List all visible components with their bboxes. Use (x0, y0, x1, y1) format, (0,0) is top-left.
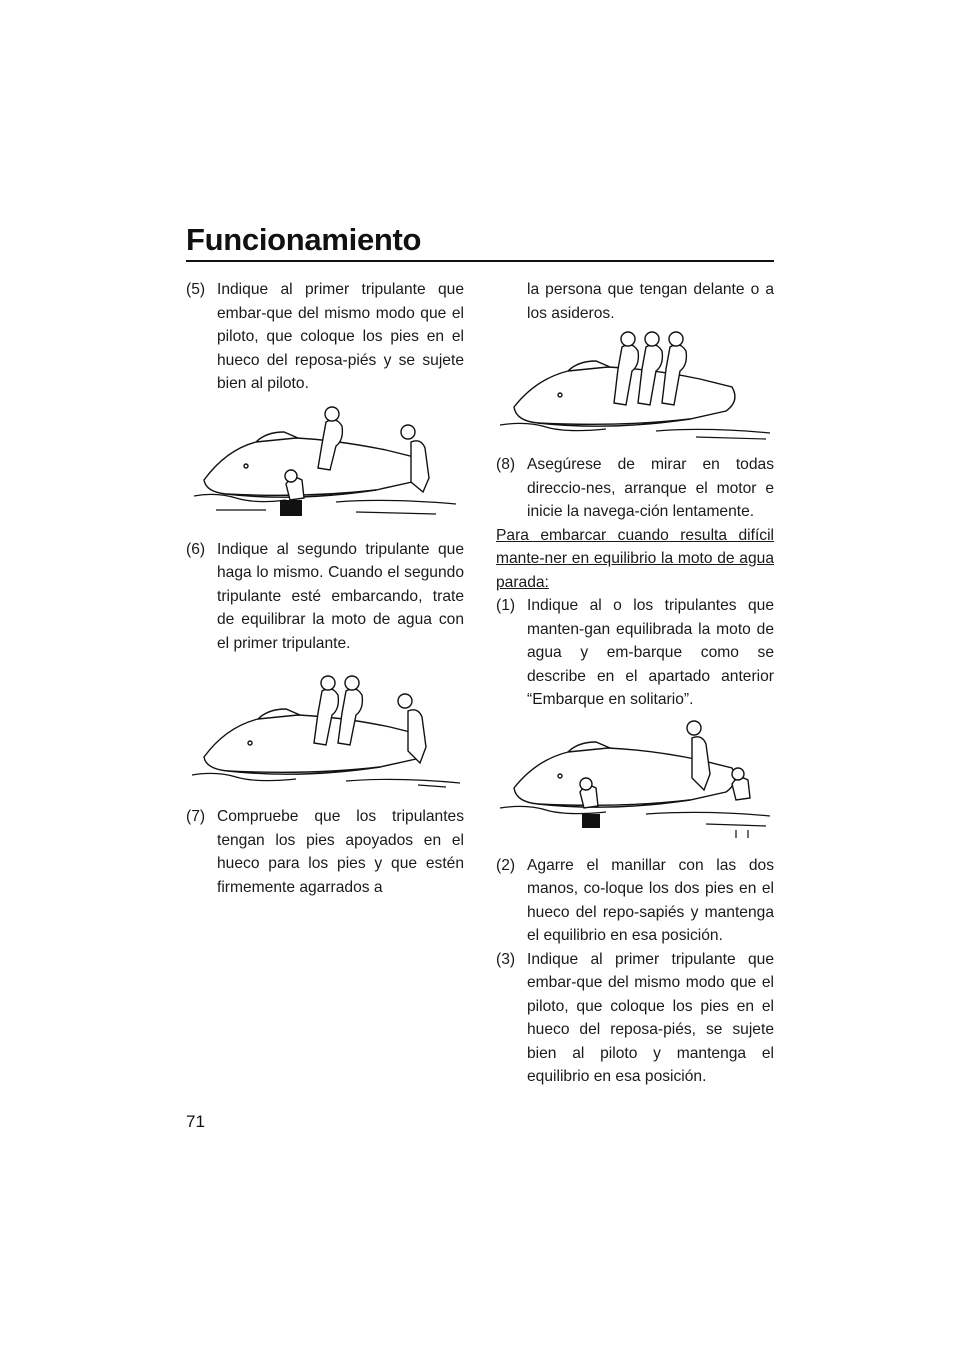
step-text: Compruebe que los tripulantes tengan los pies apoyados en el hueco para los pies y que estén firmemente agarrados a (217, 808, 464, 896)
step-number: (5) (186, 281, 206, 298)
step-7 (186, 805, 464, 899)
left-column (186, 278, 464, 899)
right-column (496, 278, 774, 1089)
sub-step-1 (496, 594, 774, 712)
illustration-three-riders-seated (496, 331, 774, 445)
page-title: Funcionamiento (186, 222, 422, 257)
subheading-unstable-boarding: Para embarcar cuando resulta difícil mante-ner en equilibrio la moto de agua parada: (496, 526, 774, 591)
step-number: (6) (186, 540, 206, 558)
illustration-boarding-first-passenger (186, 402, 464, 530)
step-text: Indique al primer tripulante que embar-que del mismo modo que el piloto, que coloque los pies en el hueco del reposa-piés, se sujete bien al piloto y mantenga el equilibrio en esa posición. (527, 950, 774, 1085)
step-number: (2) (496, 856, 516, 874)
step-text: Agarre el manillar con las dos manos, co-loque los dos pies en el hueco del repo-sapiés y mantenga el equilibrio en esa posición. (527, 856, 774, 944)
header-rule (186, 260, 774, 262)
step-5 (186, 278, 464, 396)
step-text: Indique al segundo tripulante que haga lo mismo. Cuando el segundo tripulante esté embarcando, trate de equilibrar la moto de agua con el primer tripulante. (217, 540, 464, 652)
page-number: 71 (186, 1112, 205, 1131)
step-7-continuation: la persona que tengan delante o a los asideros. (527, 281, 774, 322)
step-6 (186, 538, 464, 656)
step-text: Asegúrese de mirar en todas direccio-nes, arranque el motor e inicie la navega-ción lentamente. (527, 456, 774, 520)
step-text: Indique al primer tripulante que embar-que del mismo modo que el piloto, que coloque los pies en el hueco del reposa-piés y se sujete bien al piloto. (217, 281, 464, 392)
step-number: (8) (496, 456, 516, 473)
step-number: (7) (186, 808, 206, 825)
step-8 (496, 453, 774, 524)
step-text: Indique al o los tripulantes que manten-gan equilibrada la moto de agua y em-barque como se describe en el apartado anterior “Embarque en solitario”. (527, 597, 774, 708)
sub-step-3 (496, 948, 774, 1089)
illustration-boarding-second-passenger (186, 661, 464, 797)
step-number: (1) (496, 597, 516, 614)
illustration-passengers-balancing (496, 718, 774, 846)
sub-step-2 (496, 854, 774, 948)
step-number: (3) (496, 950, 516, 968)
